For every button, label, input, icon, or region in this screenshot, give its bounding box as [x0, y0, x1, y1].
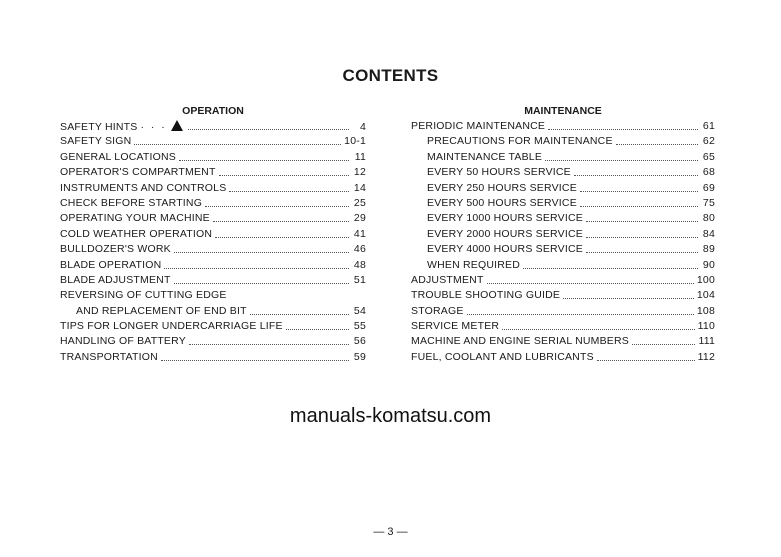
- toc-entry-label: BULLDOZER'S WORK: [60, 243, 171, 256]
- toc-entry[interactable]: [60, 350, 366, 365]
- toc-entry-label: MACHINE AND ENGINE SERIAL NUMBERS: [411, 335, 629, 348]
- toc-entry[interactable]: [60, 196, 366, 211]
- dot-leader: [188, 119, 349, 130]
- toc-entry-page: 41: [353, 227, 366, 240]
- dot-leader: [250, 304, 349, 315]
- toc-entry-label: PERIODIC MAINTENANCE: [411, 120, 546, 132]
- dot-leader: [467, 304, 694, 315]
- dot-leader: [548, 119, 698, 130]
- dot-leader: [179, 150, 349, 161]
- toc-entry-page: 14: [353, 181, 366, 194]
- toc-entry[interactable]: [60, 334, 366, 349]
- dot-leader: [230, 288, 349, 298]
- toc-entry-page: 80: [702, 212, 715, 225]
- toc-entry-page: 104: [696, 289, 715, 302]
- toc-entry-label: PRECAUTIONS FOR MAINTENANCE: [427, 135, 613, 148]
- toc-entry-label: EVERY 2000 HOURS SERVICE: [427, 227, 583, 240]
- toc-entry-label: AND REPLACEMENT OF END BIT: [76, 304, 247, 317]
- toc-entry[interactable]: [60, 258, 366, 273]
- toc-entry[interactable]: [60, 319, 366, 334]
- page-number: — 3 —: [373, 526, 408, 538]
- toc-entry-label: EVERY 4000 HOURS SERVICE: [427, 243, 583, 256]
- toc-entry[interactable]: [411, 196, 715, 211]
- toc-entry-page: 84: [702, 227, 715, 240]
- maintenance-toc-list: [411, 119, 715, 365]
- toc-entry-page: 25: [353, 196, 366, 209]
- toc-entry-label: GENERAL LOCATIONS: [60, 150, 177, 163]
- toc-entry[interactable]: [411, 119, 715, 134]
- ellipsis-dots: · · ·: [140, 121, 167, 133]
- dot-leader: [586, 211, 698, 222]
- toc-entry-page: 54: [353, 304, 366, 317]
- dot-leader: [205, 196, 349, 207]
- toc-entry-page: 100: [696, 273, 715, 286]
- toc-entry-label: TRANSPORTATION: [60, 350, 158, 363]
- toc-entry-page: 46: [353, 243, 366, 256]
- toc-entry-label: OPERATING YOUR MACHINE: [60, 212, 210, 225]
- toc-entry-page: 110: [697, 320, 715, 333]
- toc-entry[interactable]: [411, 181, 715, 196]
- toc-entry-page: 69: [702, 181, 715, 194]
- toc-entry-page: 55: [353, 320, 366, 333]
- dot-leader: [134, 134, 341, 145]
- toc-entry-label: EVERY 500 HOURS SERVICE: [427, 196, 577, 209]
- dot-leader: [586, 242, 698, 253]
- toc-entry[interactable]: [60, 119, 366, 134]
- toc-entry[interactable]: [60, 181, 366, 196]
- dot-leader: [219, 165, 349, 176]
- toc-entry-page: 4: [359, 121, 366, 133]
- dot-leader: [563, 288, 694, 299]
- toc-entry[interactable]: [411, 350, 715, 365]
- toc-entry-page: 89: [702, 243, 715, 256]
- toc-entry-page: 111: [698, 335, 715, 348]
- dot-leader: [161, 350, 349, 361]
- dot-leader: [189, 334, 349, 345]
- toc-entry[interactable]: [411, 334, 715, 349]
- toc-entry-label: WHEN REQUIRED: [427, 258, 521, 271]
- toc-entry-page: 10-1: [344, 135, 366, 148]
- toc-entry-label: HANDLING OF BATTERY: [60, 335, 186, 348]
- toc-entry-label: CHECK BEFORE STARTING: [60, 196, 203, 209]
- toc-entry-label: ADJUSTMENT: [411, 273, 484, 286]
- toc-entry[interactable]: [411, 273, 715, 288]
- maintenance-column: [411, 104, 715, 365]
- toc-entry-label: REVERSING OF CUTTING EDGE: [60, 289, 227, 302]
- dot-leader: [586, 227, 698, 238]
- dot-leader: [215, 227, 349, 238]
- toc-entry-label: SAFETY HINTS: [60, 121, 138, 133]
- toc-entry-page: 51: [353, 273, 366, 286]
- toc-entry[interactable]: [60, 165, 366, 180]
- toc-entry-page: 68: [702, 166, 715, 179]
- toc-entry[interactable]: [411, 227, 715, 242]
- toc-entry[interactable]: [60, 134, 366, 149]
- toc-entry[interactable]: [60, 273, 366, 288]
- dot-leader: [174, 273, 349, 284]
- toc-entry[interactable]: [60, 150, 366, 165]
- watermark-text: manuals-komatsu.com: [289, 405, 492, 427]
- dot-leader: [580, 196, 698, 207]
- dot-leader: [545, 150, 698, 161]
- warning-triangle-icon: [171, 120, 183, 131]
- dot-leader: [286, 319, 349, 330]
- toc-entry-page: 108: [696, 304, 715, 317]
- toc-entry-label: OPERATOR'S COMPARTMENT: [60, 166, 216, 179]
- toc-entry[interactable]: [411, 258, 715, 273]
- toc-entry-label: STORAGE: [411, 304, 464, 317]
- toc-entry-label: TIPS FOR LONGER UNDERCARRIAGE LIFE: [60, 320, 283, 333]
- toc-entry[interactable]: [411, 134, 715, 149]
- toc-entry-page: 29: [353, 212, 366, 225]
- dot-leader: [632, 334, 695, 345]
- toc-entry-label: SERVICE METER: [411, 320, 500, 333]
- toc-entry-label: EVERY 50 HOURS SERVICE: [427, 166, 571, 179]
- toc-entry[interactable]: [60, 288, 366, 303]
- toc-entry[interactable]: [411, 150, 715, 165]
- dot-leader: [580, 181, 698, 192]
- dot-leader: [502, 319, 694, 330]
- dot-leader: [574, 165, 698, 176]
- toc-entry-label: BLADE OPERATION: [60, 258, 162, 271]
- operation-heading: OPERATION: [182, 105, 244, 117]
- operation-toc-list: [60, 119, 366, 365]
- toc-entry[interactable]: [411, 211, 715, 226]
- toc-entry-page: 62: [702, 135, 715, 148]
- maintenance-heading: MAINTENANCE: [524, 105, 602, 117]
- toc-entry[interactable]: [60, 242, 366, 257]
- toc-entry-label: TROUBLE SHOOTING GUIDE: [411, 289, 561, 302]
- toc-entry-label: INSTRUMENTS AND CONTROLS: [60, 181, 227, 194]
- toc-entry[interactable]: [411, 304, 715, 319]
- toc-entry-page: 75: [702, 196, 715, 209]
- toc-entry[interactable]: [411, 288, 715, 303]
- dot-leader: [213, 211, 349, 222]
- toc-entry-label: EVERY 250 HOURS SERVICE: [427, 181, 577, 194]
- dot-leader: [616, 134, 698, 145]
- toc-entry[interactable]: [60, 304, 366, 319]
- operation-column: [60, 104, 366, 365]
- toc-entry[interactable]: [60, 227, 366, 242]
- toc-entry-label: FUEL, COOLANT AND LUBRICANTS: [411, 350, 594, 363]
- toc-entry[interactable]: [411, 242, 715, 257]
- page-title: CONTENTS: [342, 66, 439, 85]
- toc-entry-page: 12: [353, 166, 366, 179]
- toc-entry-label: EVERY 1000 HOURS SERVICE: [427, 212, 583, 225]
- dot-leader: [229, 181, 349, 192]
- dot-leader: [164, 258, 349, 269]
- dot-leader: [597, 350, 695, 361]
- toc-entry-page: 90: [702, 258, 715, 271]
- dot-leader: [523, 258, 698, 269]
- toc-entry-label: BLADE ADJUSTMENT: [60, 273, 171, 286]
- dot-leader: [487, 273, 694, 284]
- toc-entry[interactable]: [411, 165, 715, 180]
- toc-entry-label: COLD WEATHER OPERATION: [60, 227, 213, 240]
- toc-entry-page: 61: [702, 120, 715, 132]
- toc-entry[interactable]: [411, 319, 715, 334]
- toc-entry-label: SAFETY SIGN: [60, 135, 132, 148]
- toc-entry-page: 112: [697, 350, 715, 363]
- toc-entry[interactable]: [60, 211, 366, 226]
- toc-entry-page: 59: [353, 350, 366, 363]
- toc-entry-page: 56: [353, 335, 366, 348]
- toc-entry-page: 48: [353, 258, 366, 271]
- toc-entry-page: 65: [702, 150, 715, 163]
- toc-entry-label: MAINTENANCE TABLE: [427, 150, 543, 163]
- toc-entry-page: 11: [354, 150, 366, 163]
- dot-leader: [174, 242, 349, 253]
